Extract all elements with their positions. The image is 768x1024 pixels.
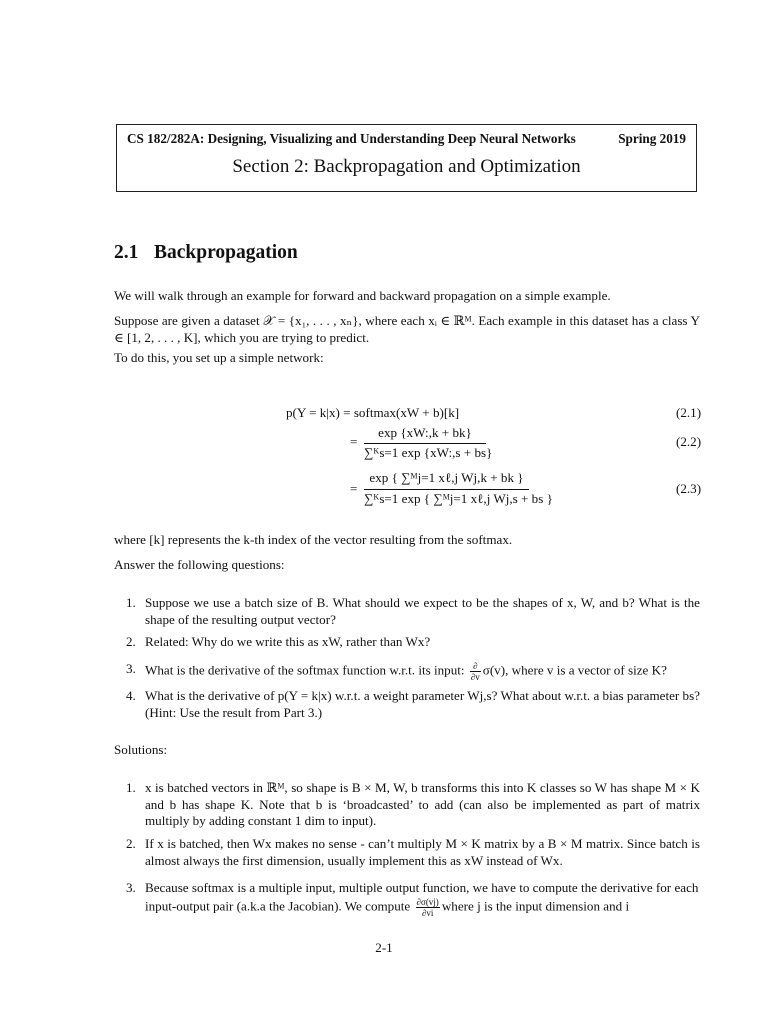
subsection-heading <box>114 242 298 264</box>
solution-text-part: where j is the input dimension and i <box>441 898 630 913</box>
solution-number: 3. <box>126 880 136 895</box>
equation-number-2-2: (2.2) <box>676 434 702 449</box>
intro-paragraph-2: Suppose are given a dataset 𝒳 = {x₁, . . . , xₙ}, where each xᵢ ∈ ℝᴹ. Each example in this dataset has a class Y ∈ [1, 2, . . . , K], which you are trying to predict. <box>114 313 700 345</box>
fraction-denominator: ∂v <box>470 672 480 682</box>
questions-intro: Answer the following questions: <box>114 557 285 572</box>
solution-text-part: Because softmax is a multiple input, multiple output function, we have to compute the derivative for each input-output pair (a.k.a the Jacobian). We compute <box>145 880 699 913</box>
softmax-index-note: where [k] represents the k-th index of the vector resulting from the softmax. <box>114 532 513 547</box>
question-number: 3. <box>126 661 136 676</box>
equation-2-3-denominator: ∑ᴷs=1 exp { ∑ᴹj=1 xℓ,j Wj,s + bs } <box>364 491 553 506</box>
solution-text: x is batched vectors in ℝᴹ, so shape is B × M, W, b transforms this into K classes so W has shape M × K and b has shape K. Note that b is ‘broadcasted’ to add (can also be implemented as part of matrix multiply by adding constant 1 dim to input). <box>145 780 700 828</box>
subsection-title: Backpropagation <box>154 242 298 263</box>
course-title: CS 182/282A: Designing, Visualizing and Understanding Deep Neural Networks <box>127 131 576 146</box>
fraction-bar-2-3 <box>364 489 529 490</box>
question-text: Related: Why do we write this as xW, rather than Wx? <box>145 634 431 649</box>
question-text: What is the derivative of p(Y = k|x) w.r.t. a weight parameter Wj,s? What about w.r.t. a bias parameter bs? (Hint: Use the result from Part 3.) <box>145 688 700 720</box>
fraction-numerator: ∂σ(vj) <box>416 896 439 907</box>
partial-derivative-fraction <box>470 661 481 682</box>
equation-number-2-1: (2.1) <box>676 405 702 420</box>
page-number: 2-1 <box>375 940 393 955</box>
question-text <box>145 661 700 682</box>
equation-2-2-numerator: exp {xW:,k + bk} <box>378 425 472 440</box>
solution-number: 2. <box>126 836 136 851</box>
equals-sign-2-2: = <box>350 434 358 449</box>
term-label: Spring 2019 <box>618 131 686 146</box>
equation-2-1: p(Y = k|x) = softmax(xW + b)[k] <box>286 405 460 420</box>
fraction-bar-2-2 <box>364 443 486 444</box>
solutions-label: Solutions: <box>114 742 168 757</box>
fraction-numerator: ∂ <box>470 661 481 672</box>
equation-2-2-denominator: ∑ᴷs=1 exp {xW:,s + bs} <box>364 445 493 460</box>
partial-derivative-fraction <box>416 897 440 918</box>
question-text: Suppose we use a batch size of B. What should we expect to be the shapes of x, W, and b? What is the shape of the resulting output vector? <box>145 595 700 627</box>
solution-number: 1. <box>126 780 136 795</box>
question-text-part: σ(v), where v is a vector of size K? <box>482 662 667 678</box>
subsection-number: 2.1 <box>114 242 139 263</box>
solution-text <box>145 880 700 918</box>
fraction-denominator: ∂vi <box>421 907 434 918</box>
equation-number-2-3: (2.3) <box>676 481 702 496</box>
question-number: 1. <box>126 595 136 610</box>
intro-paragraph-3: To do this, you set up a simple network: <box>114 350 324 365</box>
lecture-header-box <box>116 124 697 192</box>
equals-sign-2-3: = <box>350 481 358 496</box>
equation-2-3-numerator: exp { ∑ᴹj=1 xℓ,j Wj,k + bk } <box>369 470 524 485</box>
question-number: 4. <box>126 688 136 703</box>
solution-text: If x is batched, then Wx makes no sense - can’t multiply M × K matrix by a B × M matrix. Since batch is almost always the first dimension, usually implement this as xW instead of Wx. <box>145 836 700 868</box>
question-text-part: What is the derivative of the softmax function w.r.t. its input: <box>145 662 465 678</box>
intro-paragraph-1: We will walk through an example for forward and backward propagation on a simple example. <box>114 288 611 303</box>
question-number: 2. <box>126 634 136 649</box>
section-title: Section 2: Backpropagation and Optimization <box>232 156 581 177</box>
